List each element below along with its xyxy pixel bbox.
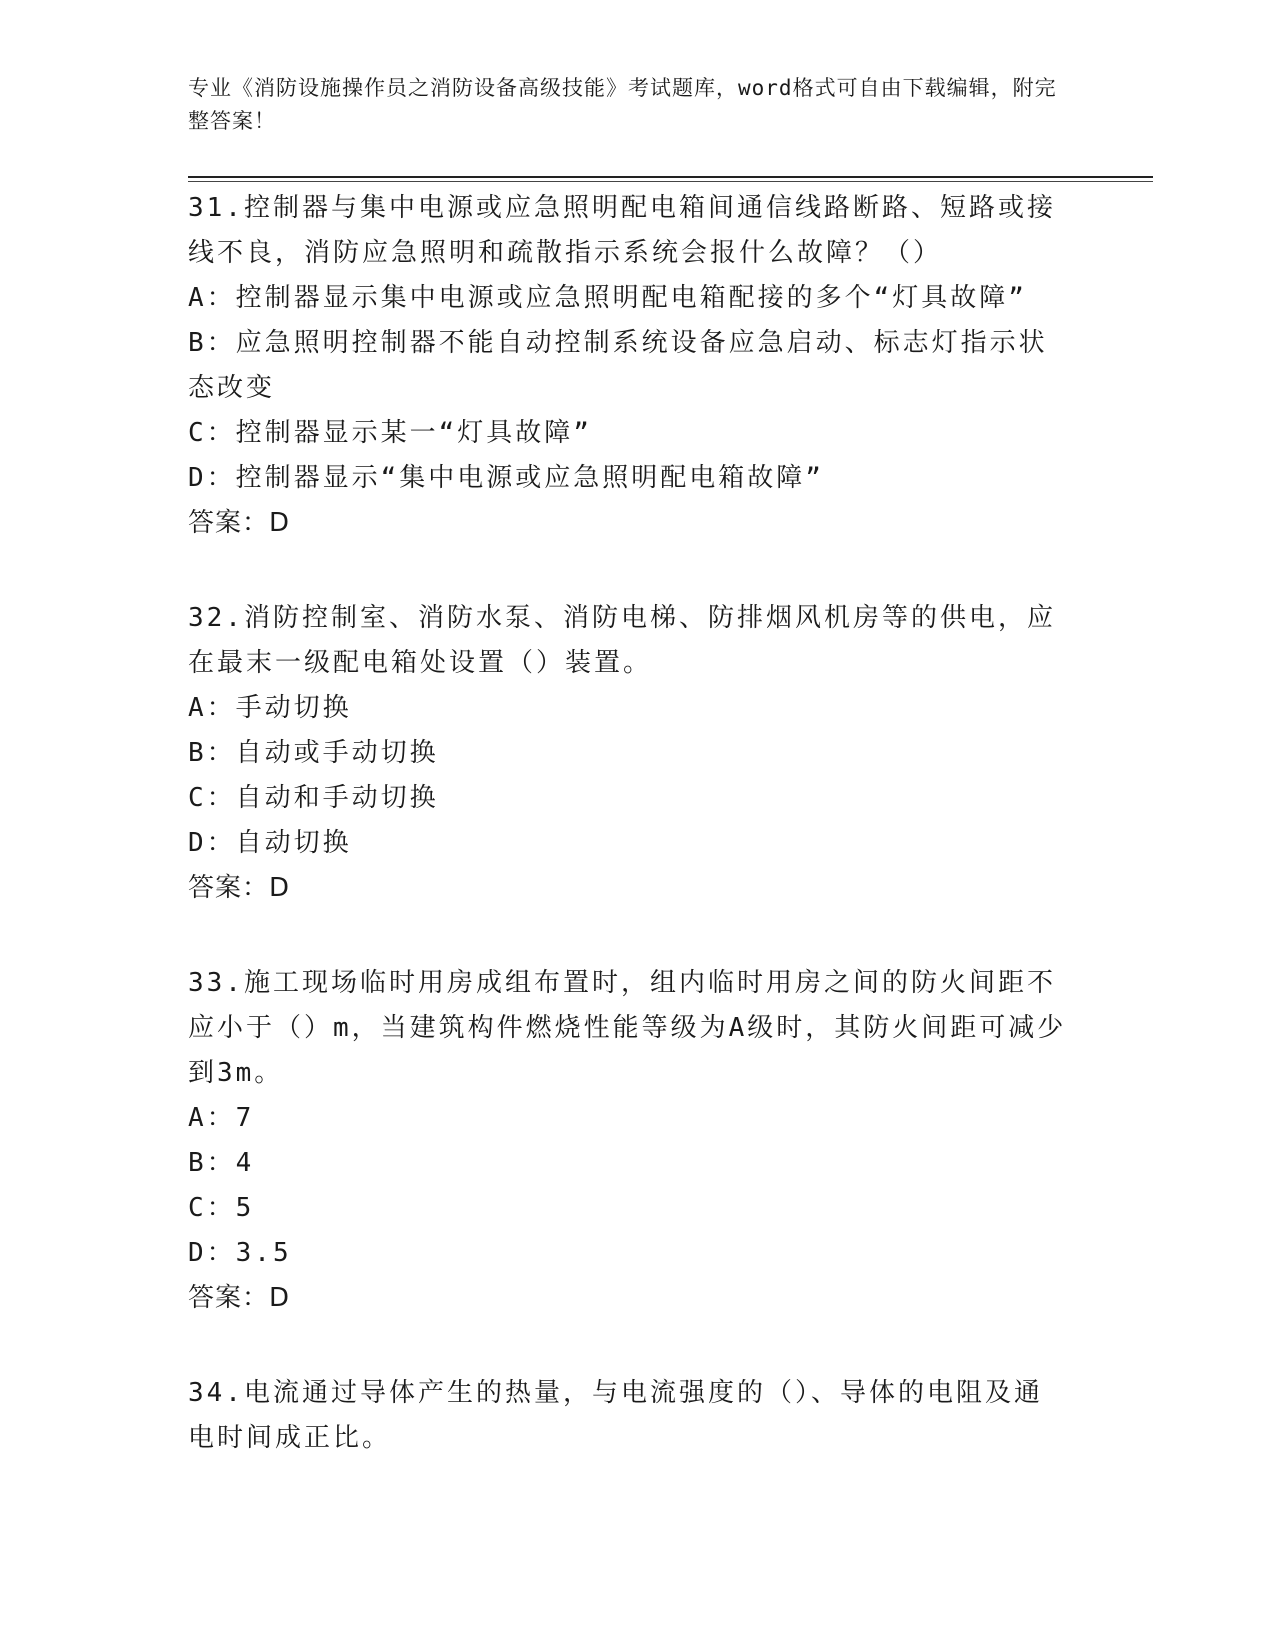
question-stem: 33.施工现场临时用房成组布置时，组内临时用房之间的防火间距不应小于（）m，当建筑构件燃烧性能等级为A级时，其防火间距可减少到3m。 — [188, 968, 1067, 1088]
option-b: B：应急照明控制器不能自动控制系统设备应急启动、标志灯指示状态改变 — [188, 328, 1048, 403]
document-header: 专业《消防设施操作员之消防设备高级技能》考试题库，word格式可自由下载编辑，附完整答案！ — [188, 76, 1057, 133]
question-33 — [188, 961, 1068, 1321]
option-b: B：4 — [188, 1148, 255, 1178]
option-c: C：控制器显示某一“灯具故障” — [188, 418, 592, 448]
option-a: A：7 — [188, 1103, 255, 1133]
question-34 — [188, 1371, 1068, 1461]
option-d: D：3.5 — [188, 1238, 292, 1268]
question-32 — [188, 596, 1068, 911]
question-list — [188, 186, 1068, 1511]
option-a: A：控制器显示集中电源或应急照明配电箱配接的多个“灯具故障” — [188, 283, 1027, 313]
option-b: B：自动或手动切换 — [188, 738, 439, 768]
header-rule-thick — [188, 176, 1153, 178]
option-a: A：手动切换 — [188, 693, 352, 723]
answer-line: 答案：D — [188, 873, 291, 903]
question-31 — [188, 186, 1068, 546]
answer-line: 答案：D — [188, 1283, 291, 1313]
question-stem: 34.电流通过导体产生的热量，与电流强度的（）、导体的电阻及通电时间成正比。 — [188, 1378, 1043, 1453]
option-d: D：自动切换 — [188, 828, 352, 858]
option-c: C：自动和手动切换 — [188, 783, 439, 813]
answer-line: 答案：D — [188, 508, 291, 538]
header-rule-thin — [188, 181, 1153, 182]
option-d: D：控制器显示“集中电源或应急照明配电箱故障” — [188, 463, 824, 493]
option-c: C：5 — [188, 1193, 255, 1223]
question-stem: 32.消防控制室、消防水泵、消防电梯、防排烟风机房等的供电，应在最末一级配电箱处设置（）装置。 — [188, 603, 1056, 678]
question-stem: 31.控制器与集中电源或应急照明配电箱间通信线路断路、短路或接线不良，消防应急照明和疏散指示系统会报什么故障？（） — [188, 193, 1056, 268]
